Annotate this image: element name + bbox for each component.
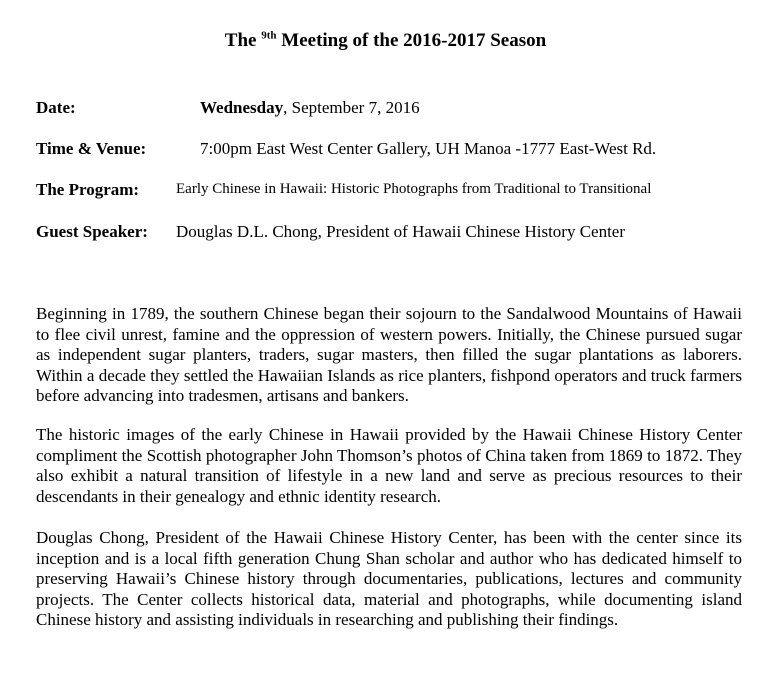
title-suffix: Meeting of the 2016-2017 Season [276,30,547,51]
date-value [200,98,420,118]
time-venue-value: 7:00pm East West Center Gallery, UH Manoa -1777 East-West Rd. [200,139,657,158]
date-rest: , September 7, 2016 [283,98,420,117]
date-weekday: Wednesday [200,98,284,117]
paragraph-history: Beginning in 1789, the southern Chinese began their sojourn to the Sandalwood Mountains of Hawaii to flee civil unrest, famine and the oppression of western powers. Initially, the Chinese pursued sugar as independent sugar planters, traders, sugar masters, then filled the sugar plantations as laborers. Within a decade they settled the Hawaiian Islands as rice planters, fishpond operators and truck farmers before advancing into tradesmen, artisans and bankers. [36,304,742,405]
date-label: Date: [36,98,76,117]
title-ordinal: 9th [261,29,277,42]
title-prefix: The [224,30,262,51]
program-label: The Program: [36,180,140,199]
guest-speaker-value: Douglas D.L. Chong, President of Hawaii Chinese History Center [176,222,626,241]
page-title [0,30,771,52]
guest-speaker-label: Guest Speaker: [36,222,148,241]
paragraph-images: The historic images of the early Chinese in Hawaii provided by the Hawaii Chinese History Center compliment the Scottish photographer John Thomson’s photos of China taken from 1869 to 1872. They also exhibit a natural transition of lifestyle in a new land and serve as precious resources to their descendants in their genealogy and ethnic identity research. [36,425,742,506]
time-venue-label: Time & Venue: [36,139,147,158]
paragraph-speaker-bio: Douglas Chong, President of the Hawaii Chinese History Center, has been with the center since its inception and is a local fifth generation Chung Shan scholar and author who has dedicated himself to preserving Hawaii’s Chinese history through documentaries, publications, lectures and community projects. The Center collects historical data, material and photographs, while documenting island Chinese history and assisting individuals in researching and publishing their findings. [36,528,742,629]
program-value: Early Chinese in Hawaii: Historic Photographs from Traditional to Transitional [176,181,652,197]
